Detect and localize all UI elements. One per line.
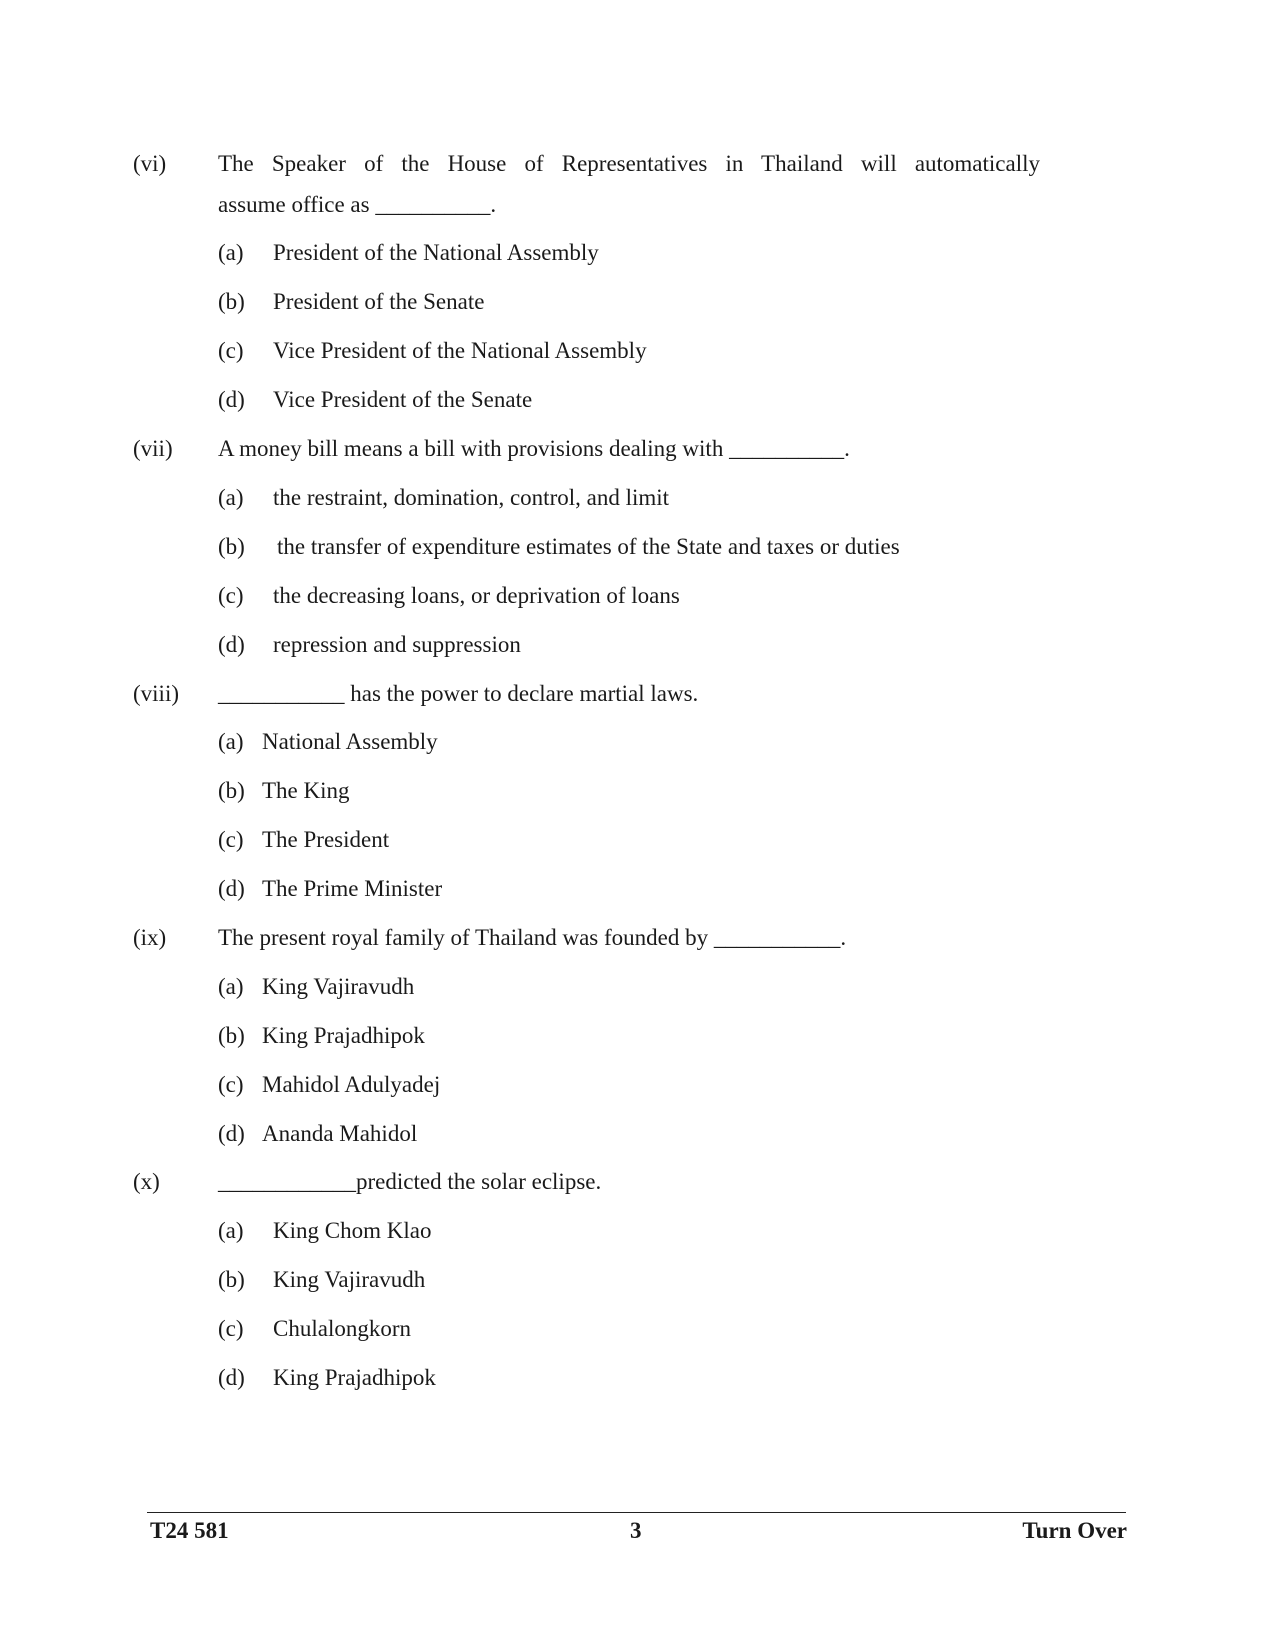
turn-over-label: Turn Over <box>1022 1518 1127 1543</box>
question-number: (vii) <box>133 436 173 461</box>
option-text: the transfer of expenditure estimates of the State and taxes or duties <box>277 534 900 559</box>
question-text: ____________predicted the solar eclipse. <box>218 1169 602 1194</box>
option-letter: (b) <box>218 289 245 314</box>
option-text: National Assembly <box>262 729 438 754</box>
option-letter: (c) <box>218 583 244 608</box>
option-letter: (c) <box>218 1072 244 1097</box>
option-text: The President <box>262 827 390 852</box>
question-number: (vi) <box>133 151 167 176</box>
option-text: Ananda Mahidol <box>262 1121 418 1146</box>
option-text: Vice President of the National Assembly <box>273 338 647 363</box>
question-number: (x) <box>133 1169 160 1194</box>
option-letter: (d) <box>218 632 245 657</box>
option-letter: (d) <box>218 1365 245 1390</box>
option-letter: (a) <box>218 485 244 510</box>
option-text: President of the National Assembly <box>273 240 599 265</box>
option-text: The Prime Minister <box>262 876 443 901</box>
option-text: repression and suppression <box>273 632 521 657</box>
option-text: The King <box>262 778 350 803</box>
page-number: 3 <box>630 1518 642 1543</box>
option-letter: (d) <box>218 876 245 901</box>
option-letter: (c) <box>218 1316 244 1341</box>
option-letter: (c) <box>218 338 244 363</box>
footer-divider <box>147 1512 1126 1513</box>
option-letter: (a) <box>218 240 244 265</box>
option-text: King Chom Klao <box>273 1218 432 1243</box>
option-text: King Vajiravudh <box>262 974 415 999</box>
question-text: ___________ has the power to declare martial laws. <box>218 681 699 706</box>
question-text: The Speaker of the House of Representatives in Thailand will automatically <box>218 151 1040 176</box>
option-letter: (a) <box>218 729 244 754</box>
option-letter: (a) <box>218 1218 244 1243</box>
option-text: Chulalongkorn <box>273 1316 411 1341</box>
option-letter: (b) <box>218 1023 245 1048</box>
paper-code: T24 581 <box>150 1518 229 1543</box>
option-text: Vice President of the Senate <box>273 387 533 412</box>
question-text-continued: assume office as __________. <box>218 192 497 217</box>
option-text: President of the Senate <box>273 289 485 314</box>
question-text: The present royal family of Thailand was founded by ___________. <box>218 925 847 950</box>
option-text: King Prajadhipok <box>273 1365 436 1390</box>
question-text: A money bill means a bill with provisions dealing with __________. <box>218 436 850 461</box>
option-letter: (a) <box>218 974 244 999</box>
option-text: the restraint, domination, control, and limit <box>273 485 670 510</box>
question-number: (ix) <box>133 925 167 950</box>
option-text: King Prajadhipok <box>262 1023 425 1048</box>
option-letter: (b) <box>218 778 245 803</box>
option-letter: (b) <box>218 1267 245 1292</box>
option-letter: (b) <box>218 534 245 559</box>
option-text: Mahidol Adulyadej <box>262 1072 441 1097</box>
question-number: (viii) <box>133 681 179 706</box>
option-text: King Vajiravudh <box>273 1267 426 1292</box>
option-letter: (d) <box>218 387 245 412</box>
option-letter: (d) <box>218 1121 245 1146</box>
option-letter: (c) <box>218 827 244 852</box>
option-text: the decreasing loans, or deprivation of loans <box>273 583 680 608</box>
